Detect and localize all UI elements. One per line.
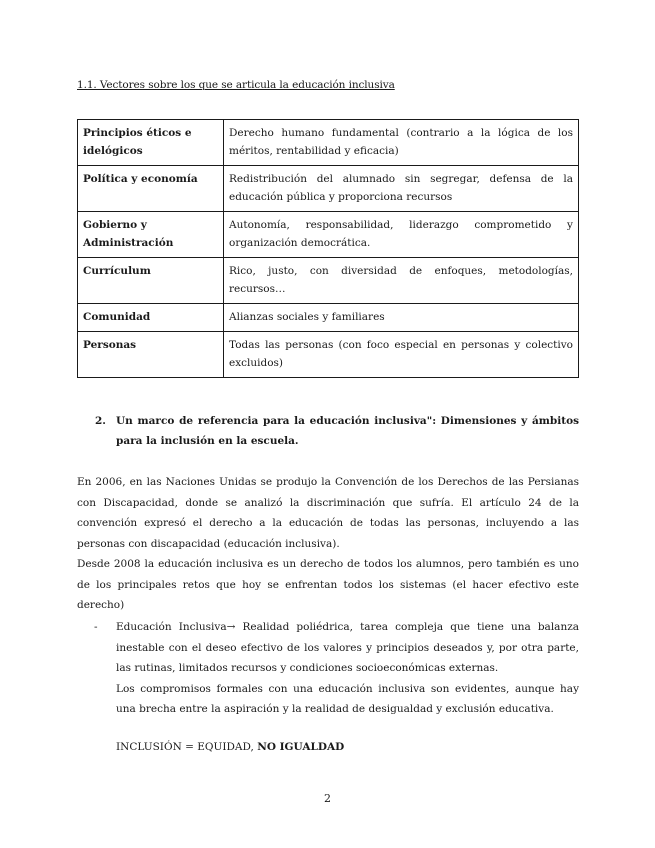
row-value: Derecho humano fundamental (contrario a la lógica de los méritos, rentabilidad y eficacia) <box>224 120 579 166</box>
row-key: Política y economía <box>78 166 224 212</box>
row-key: Comunidad <box>78 304 224 332</box>
row-value: Autonomía, responsabilidad, liderazgo comprometido y organización democrática. <box>224 212 579 258</box>
bullet-marker: - <box>94 621 98 633</box>
heading-number: 2. <box>95 415 106 427</box>
table-row <box>78 212 579 258</box>
section-2-heading <box>95 411 579 451</box>
row-value: Rico, justo, con diversidad de enfoques, metodologías, recursos… <box>224 258 579 304</box>
equity-prefix: INCLUSIÓN = EQUIDAD, <box>116 741 258 753</box>
heading-text: Un marco de referencia para la educación inclusiva": Dimensiones y ámbitos para la inclusión en la escuela. <box>116 415 579 447</box>
row-key: Currículum <box>78 258 224 304</box>
row-key: Personas <box>78 332 224 378</box>
bullet-item <box>94 617 579 720</box>
bullet-text-1: Educación Inclusiva→ Realidad poliédrica, tarea compleja que tiene una balanza inestable con el deseo efectivo de los valores y principios deseados y, por otra parte, las rutinas, limitados recursos y condiciones socioeconómicas externas. <box>116 621 579 674</box>
table-row <box>78 166 579 212</box>
table-row <box>78 120 579 166</box>
equity-bold: NO IGUALDAD <box>257 741 345 753</box>
table-row <box>78 332 579 378</box>
bullet-body <box>116 617 579 720</box>
table-row <box>78 304 579 332</box>
paragraph-right: Desde 2008 la educación inclusiva es un derecho de todos los alumnos, pero también es uno de los principales retos que hoy se enfrentan todos los sistemas (el hacer efectivo este derecho) <box>77 558 579 611</box>
row-value: Redistribución del alumnado sin segregar, defensa de la educación pública y proporciona recursos <box>224 166 579 212</box>
bullet-text-2: Los compromisos formales con una educación inclusiva son evidentes, aunque hay una brecha entre la aspiración y la realidad de desigualdad y exclusión educativa. <box>116 682 579 715</box>
paragraph-convention: En 2006, en las Naciones Unidas se produjo la Convención de los Derechos de las Persianas con Discapacidad, donde se analizó la discriminación que sufría. El artículo 24 de la convención expresó el derecho a la educación de todas las personas, incluyendo a las personas con discapacidad (educación inclusiva). <box>77 476 579 550</box>
equity-statement <box>116 741 344 753</box>
page-number: 2 <box>324 792 331 805</box>
row-value: Todas las personas (con foco especial en personas y colectivo excluidos) <box>224 332 579 378</box>
row-key: Gobierno y Administración <box>78 212 224 258</box>
row-key: Principios éticos e idelógicos <box>78 120 224 166</box>
row-value: Alianzas sociales y familiares <box>224 304 579 332</box>
vectors-table <box>77 119 579 378</box>
section-title: 1.1. Vectores sobre los que se articula la educación inclusiva <box>77 79 395 91</box>
table-row <box>78 258 579 304</box>
